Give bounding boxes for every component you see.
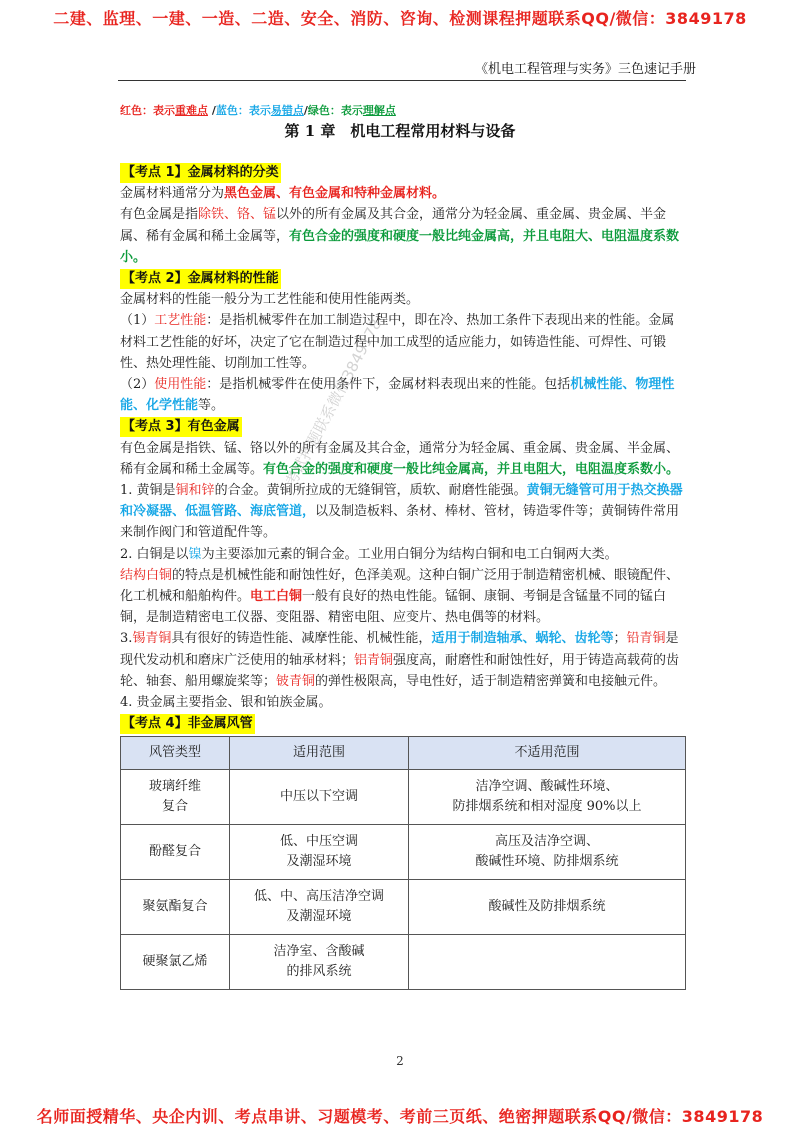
kp1-paragraph bbox=[120, 183, 686, 204]
text-blue: 适用于制造轴承、蜗轮、齿轮等 bbox=[431, 631, 614, 647]
table-cell bbox=[230, 825, 409, 880]
cell-line: 酸碱性及防排烟系统 bbox=[488, 899, 606, 915]
text-red: 铜和锌 bbox=[175, 483, 215, 499]
text-red: 使用性能 bbox=[154, 377, 207, 393]
cell-line: 中压以下空调 bbox=[279, 789, 358, 805]
legend-green-term: 理解点 bbox=[362, 104, 396, 117]
cell-line: 硬聚氯乙烯 bbox=[142, 954, 208, 970]
cell-line: 及潮湿环境 bbox=[286, 854, 352, 870]
color-legend bbox=[120, 102, 396, 118]
table-cell bbox=[230, 935, 409, 990]
cell-line: 洁净室、含酸碱 bbox=[273, 944, 365, 960]
text-blue: 黄铜无缝管可用于热交换器和冷凝器、低温管路、海底管道， bbox=[120, 483, 683, 520]
text-red: 铍青铜 bbox=[276, 673, 316, 689]
text: ：是指机械零件在加工制造过程中，即在冷、热加工条件下表现出来的性能。金属材料工艺性能的好坏，决定了它在制造过程中加工成型的适应能力，如铸造性能、可焊性、可锻性、热处理性能、切削加工性等。 bbox=[120, 313, 675, 371]
chapter-title: 第 1 章 机电工程常用材料与设备 bbox=[284, 122, 516, 140]
text: 的合金。黄铜所拉成的无缝铜管，质软、耐磨性能强。 bbox=[214, 483, 527, 499]
text: 金属材料通常分为 bbox=[120, 186, 225, 202]
bottom-ad-banner: 名师面授精华、央企内训、考点串讲、习题模考、考前三页纸、绝密押题联系QQ/微信：3849178 bbox=[36, 1107, 764, 1126]
cell-line: 复合 bbox=[161, 799, 188, 815]
cell-line: 防排烟系统和相对湿度 90%以上 bbox=[452, 799, 642, 815]
table-cell bbox=[409, 935, 686, 990]
text-green: 有色合金的强度和硬度一般比纯金属高，并且电阻大，电阻温度系数小。 bbox=[263, 461, 680, 477]
kp2-heading: 【考点 2】金属材料的性能 bbox=[120, 269, 281, 289]
page-number: 2 bbox=[396, 1054, 404, 1068]
text-red: 电工白铜 bbox=[250, 589, 303, 605]
text-red: 铅青铜 bbox=[626, 631, 666, 647]
cell-line: 酸碱性环境、防排烟系统 bbox=[475, 854, 619, 870]
table-cell bbox=[409, 770, 686, 825]
legend-blue-term: 易错点 bbox=[270, 104, 304, 117]
table-header-cell: 适用范围 bbox=[230, 737, 409, 770]
text-red: 锡青铜 bbox=[132, 631, 172, 647]
text-red: 黑色金属、有色金属和特种金属材料。 bbox=[224, 186, 446, 202]
table-row bbox=[121, 935, 686, 990]
cell-line: 玻璃纤维 bbox=[148, 779, 201, 795]
table-cell bbox=[409, 825, 686, 880]
table-cell bbox=[121, 770, 230, 825]
text: 的弹性极限高，导电性好，适于制造精密弹簧和电接触元件。 bbox=[315, 673, 667, 689]
text: （1） bbox=[120, 313, 155, 329]
text: 有色金属是指铁、锰、铬以外的所有金属及其合金，通常分为轻金属、重金属、贵金属、半金属、稀有金属和稀土金属等。 bbox=[120, 440, 680, 477]
text: 具有很好的铸造性能、减摩性能、机械性能， bbox=[171, 631, 432, 647]
duct-table bbox=[120, 736, 686, 990]
kp3-paragraph bbox=[120, 438, 686, 480]
text-green: 有色合金的强度和硬度一般比纯金属高，并且电阻大、电阻温度系数小。 bbox=[120, 228, 680, 265]
table-row bbox=[121, 770, 686, 825]
text: ； bbox=[613, 631, 627, 647]
text: 1. 黄铜是 bbox=[120, 483, 176, 499]
kp3-heading: 【考点 3】有色金属 bbox=[120, 417, 242, 437]
text: 一般有良好的热电性能。锰铜、康铜、考铜是含锰量不同的锰白铜，是制造精密电工仪器、变阻器、精密电阻、应变片、热电偶等的材料。 bbox=[120, 589, 667, 626]
cell-line: 低、中压空调 bbox=[279, 834, 358, 850]
table-row bbox=[121, 880, 686, 935]
text: 为主要添加元素的铜合金。工业用白铜分为结构白铜和电工白铜两大类。 bbox=[201, 546, 618, 562]
legend-blue-label: 蓝色：表示 bbox=[215, 104, 271, 117]
table-cell bbox=[230, 770, 409, 825]
kp2-paragraph bbox=[120, 310, 686, 374]
kp1-paragraph bbox=[120, 204, 686, 268]
legend-red-term: 重难点 bbox=[175, 104, 208, 117]
cell-line: 低、中、高压洁净空调 bbox=[253, 889, 384, 905]
table-cell bbox=[121, 935, 230, 990]
text-red: 工艺性能 bbox=[154, 313, 207, 329]
text: 2. 白铜是以 bbox=[120, 546, 189, 562]
text-red: 除铁、铬、锰 bbox=[198, 207, 277, 223]
main-content bbox=[120, 162, 686, 990]
text-red: 结构白铜 bbox=[120, 567, 173, 583]
kp2-paragraph bbox=[120, 374, 686, 416]
table-cell bbox=[121, 825, 230, 880]
cell-line: 的排风系统 bbox=[286, 964, 352, 980]
table-cell bbox=[230, 880, 409, 935]
text: ：是指机械零件在使用条件下，金属材料表现出来的性能。包括 bbox=[206, 377, 571, 393]
kp3-paragraph bbox=[120, 544, 686, 565]
text: （2） bbox=[120, 377, 155, 393]
cell-line: 高压及洁净空调、 bbox=[494, 834, 599, 850]
text: 3. bbox=[120, 631, 133, 647]
text: 是现代发动机和磨床广泛使用的轴承材料； bbox=[120, 631, 679, 668]
kp1-heading: 【考点 1】金属材料的分类 bbox=[120, 163, 281, 183]
cell-line: 酚醛复合 bbox=[148, 844, 201, 860]
kp3-paragraph bbox=[120, 565, 686, 629]
text: 以及制造板料、条材、棒材、管材，铸造零件等；黄铜铸件常用来制作阀门和管道配件等。 bbox=[120, 504, 680, 541]
text: 的特点是机械性能和耐蚀性好，色泽美观。这种白铜广泛用于制造精密机械、眼镜配件、化工机械和船舶构件。 bbox=[120, 567, 680, 605]
cell-line: 及潮湿环境 bbox=[286, 909, 352, 925]
cell-line: 聚氨酯复合 bbox=[142, 899, 208, 915]
legend-green-label: 绿色：表示 bbox=[307, 104, 363, 117]
table-header-cell: 不适用范围 bbox=[409, 737, 686, 770]
text-blue: 机械性能、物理性能、化学性能 bbox=[120, 377, 675, 414]
legend-separator: / bbox=[208, 104, 216, 117]
kp2-paragraph: 金属材料的性能一般分为工艺性能和使用性能两类。 bbox=[120, 292, 420, 308]
table-header-cell: 风管类型 bbox=[121, 737, 230, 770]
table-cell bbox=[409, 880, 686, 935]
text: 强度高，耐磨性和耐蚀性好，用于铸造高载荷的齿轮、轴套、船用螺旋桨等； bbox=[120, 652, 680, 689]
top-ad-banner: 二建、监理、一建、一造、二造、安全、消防、咨询、检测课程押题联系QQ/微信：3849178 bbox=[53, 9, 747, 28]
legend-red-label: 红色：表示 bbox=[120, 104, 175, 117]
kp3-paragraph: 4. 贵金属主要指金、银和铂族金属。 bbox=[120, 695, 332, 711]
kp4-heading: 【考点 4】非金属风管 bbox=[120, 714, 255, 734]
kp3-paragraph bbox=[120, 628, 686, 692]
text-red: 铝青铜 bbox=[354, 652, 394, 668]
table-header-row bbox=[121, 737, 686, 770]
header-divider bbox=[118, 80, 686, 81]
watermark: 考试押题联系微信3849178 bbox=[281, 315, 386, 490]
text: 等。 bbox=[198, 398, 225, 414]
text: 有色金属是指 bbox=[120, 207, 199, 223]
text-blue: 镍 bbox=[188, 546, 202, 562]
table-cell bbox=[121, 880, 230, 935]
text: 以外的所有金属及其合金，通常分为轻金属、重金属、贵金属、半金属、稀有金属和稀土金属等， bbox=[120, 207, 667, 244]
legend-separator: / bbox=[303, 104, 308, 117]
book-title: 《机电工程管理与实务》三色速记手册 bbox=[474, 62, 696, 77]
table-row bbox=[121, 825, 686, 880]
kp3-paragraph bbox=[120, 480, 686, 544]
cell-line: 洁净空调、酸碱性环境、 bbox=[475, 779, 619, 795]
